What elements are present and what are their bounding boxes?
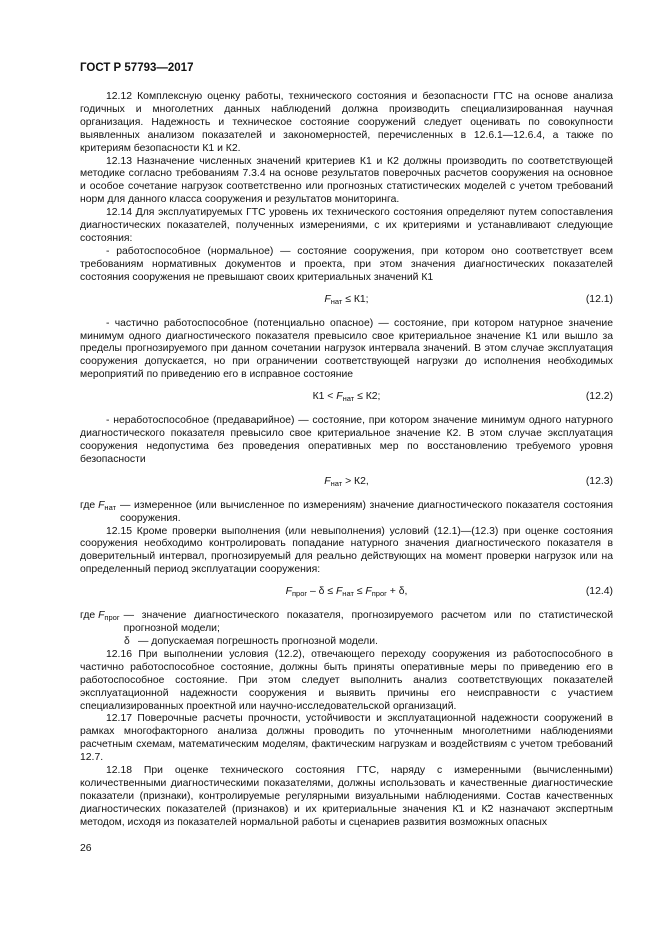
formula-subscript: прог xyxy=(371,589,387,599)
formula-symbol: F xyxy=(324,475,331,487)
formula-12-4 xyxy=(80,586,613,599)
formula-12-3 xyxy=(80,476,613,489)
formula-rhs: ≤ К1; xyxy=(342,293,369,305)
formula-rhs: + δ, xyxy=(386,586,408,598)
document-header: ГОСТ Р 57793—2017 xyxy=(80,62,194,74)
where-symbol: δ xyxy=(124,636,130,647)
where-subscript: нат xyxy=(104,502,117,512)
where-text: — значение диагностического показателя, прогнозируемого расчетом или по статистической прогнозной модели; xyxy=(123,610,613,635)
where-symbol: F xyxy=(98,499,105,511)
formula-symbol: F xyxy=(324,293,331,305)
paragraph-12-15: 12.15 Кроме проверки выполнения (или невыполнения) условий (12.1)—(12.3) при оценке состояния сооружения необходимо контролировать попадание натурного значения диагностического показателя в доверительный интервал, прогнозируемый для реально действующих на момент проверки нагрузок или на определенный период эксплуатации сооружения: xyxy=(80,525,613,576)
formula-number: (12.4) xyxy=(585,586,613,598)
where-clause-delta xyxy=(80,636,613,649)
list-item-inoperable: - неработоспособное (предаварийное) — состояние, при котором значение минимум одного натурного диагностического показателя превысило свое критериальное значение К2. В этом случае эксплуатация сооружения недопустима без проведения оперативных мер по восстановлению требуемого уровня безопасности xyxy=(80,415,613,465)
formula-expression xyxy=(80,476,613,489)
where-word: где xyxy=(80,499,99,511)
where-lead xyxy=(80,500,120,526)
paragraph-12-16: 12.16 При выполнении условия (12.2), отвечающего переходу сооружения из работоспособного в частично работоспособное состояние, должны быть приняты оперативные меры по приведению его в работоспособное состояние. При этом следует выполнить анализ соответствующих показателей эксплуатационной надежности сооружения и выявить причины его неисправности с участием специализированных проектной или научно-исследовательской организаций. xyxy=(80,648,613,712)
paragraph-12-17: 12.17 Поверочные расчеты прочности, устойчивости и эксплуатационной надежности сооружений в рамках многофакторного анализа должны проводить по уточненным многолетними наблюдениями расчетным схемам, математическим моделям, фактическим нагрузкам и воздействиям с учетом требований 12.7. xyxy=(80,713,613,764)
formula-number: (12.1) xyxy=(585,293,613,305)
where-text: — допускаемая погрешность прогнозной модели. xyxy=(138,636,378,647)
where-text: — измеренное (или вычисленное по измерениям) значение диагностического показателя состояния сооружения. xyxy=(120,499,613,524)
formula-expression xyxy=(80,391,613,404)
formula-subscript: нат xyxy=(342,394,355,404)
formula-lhs: К1 < xyxy=(312,391,337,403)
page-content xyxy=(80,0,613,935)
paragraph-12-14: 12.14 Для эксплуатируемых ГТС уровень их технического состояния определяют путем сопоставления диагностических показателей, полученных измерениями, с их критериями и устанавливают следующие состояния: xyxy=(80,207,613,244)
where-lead xyxy=(80,610,124,636)
formula-symbol: F xyxy=(335,586,343,598)
formula-mid: – δ ≤ xyxy=(307,586,336,598)
formula-12-2 xyxy=(80,391,613,404)
formula-subscript: нат xyxy=(342,589,354,599)
formula-mid: ≤ xyxy=(353,586,366,598)
where-clause-f-nat xyxy=(80,500,613,526)
formula-expression xyxy=(80,586,613,599)
where-subscript: прог xyxy=(104,613,120,623)
formula-number: (12.2) xyxy=(585,391,613,403)
formula-symbol: F xyxy=(336,391,343,403)
formula-rhs: ≤ К2; xyxy=(354,391,381,403)
formula-subscript: нат xyxy=(330,296,343,306)
formula-12-1 xyxy=(80,294,613,307)
paragraph-12-13: 12.13 Назначение численных значений критериев К1 и К2 должны производить по соответствующей методике согласно требованиям 7.3.4 на основе результатов поверочных расчетов сооружения на основное и особое сочетание нагрузок соответственно или прогнозных статистических моделей с учетом требований норм для данного класса сооружения и результатов мониторинга. xyxy=(80,155,613,206)
formula-number: (12.3) xyxy=(585,475,613,487)
formula-subscript: нат xyxy=(330,478,343,488)
formula-subscript: прог xyxy=(291,589,308,599)
paragraph-12-12: 12.12 Комплексную оценку работы, технического состояния и безопасности ГТС на основе анализа годичных и многолетних данных наблюдений должна производить специализированная научная организация. Надежность и техническое состояние сооружений следует оценивать по совокупности выявленных анализом показателей и закономерностей, перечисленных в 12.6.1—12.6.4, а также по критериям безопасности К1 и К2. xyxy=(80,91,613,154)
formula-expression xyxy=(80,294,613,307)
paragraph-12-18: 12.18 При оценке технического состояния ГТС, наряду с измеренными (вычисленными) количественными диагностическими показателями, должны использовать и качественные диагностические показатели (признаки), контролируемые регулярными визуальными наблюдениями. Состав качественных диагностических показателей (признаков) и их критериальные значения К̃1 и К̃2 назначают экспертным методом, исходя из показателей нормальной работы и сценариев развития возможных опасных xyxy=(80,765,613,828)
where-clause-f-prog xyxy=(80,610,613,636)
formula-rhs: > К2, xyxy=(342,475,369,487)
list-item-partially-operable: - частично работоспособное (потенциально опасное) — состояние, при котором натурное значение минимум одного диагностического показателя превысило свое критериальное значение К1 или вышло за пределы прогнозируемого при данном сочетании нагрузок интервала значений. В этом случае эксплуатация сооружения допускается, но при ограничении соответствующей нагрузки до исполнения необходимых мероприятий по приведению его в исправное состояние xyxy=(80,317,613,381)
where-symbol: F xyxy=(98,610,105,622)
list-item-operable: - работоспособное (нормальное) — состояние сооружения, при котором оно соответствует всем требованиям нормативных документов и проекта, при этом значения диагностических показателей состояния сооружения не превышают своих критериальных значений К1 xyxy=(80,245,613,283)
formula-symbol: F xyxy=(285,586,292,598)
page-number: 26 xyxy=(80,843,92,854)
document-body xyxy=(80,91,613,830)
formula-symbol: F xyxy=(365,586,372,598)
where-word: где xyxy=(80,610,99,622)
